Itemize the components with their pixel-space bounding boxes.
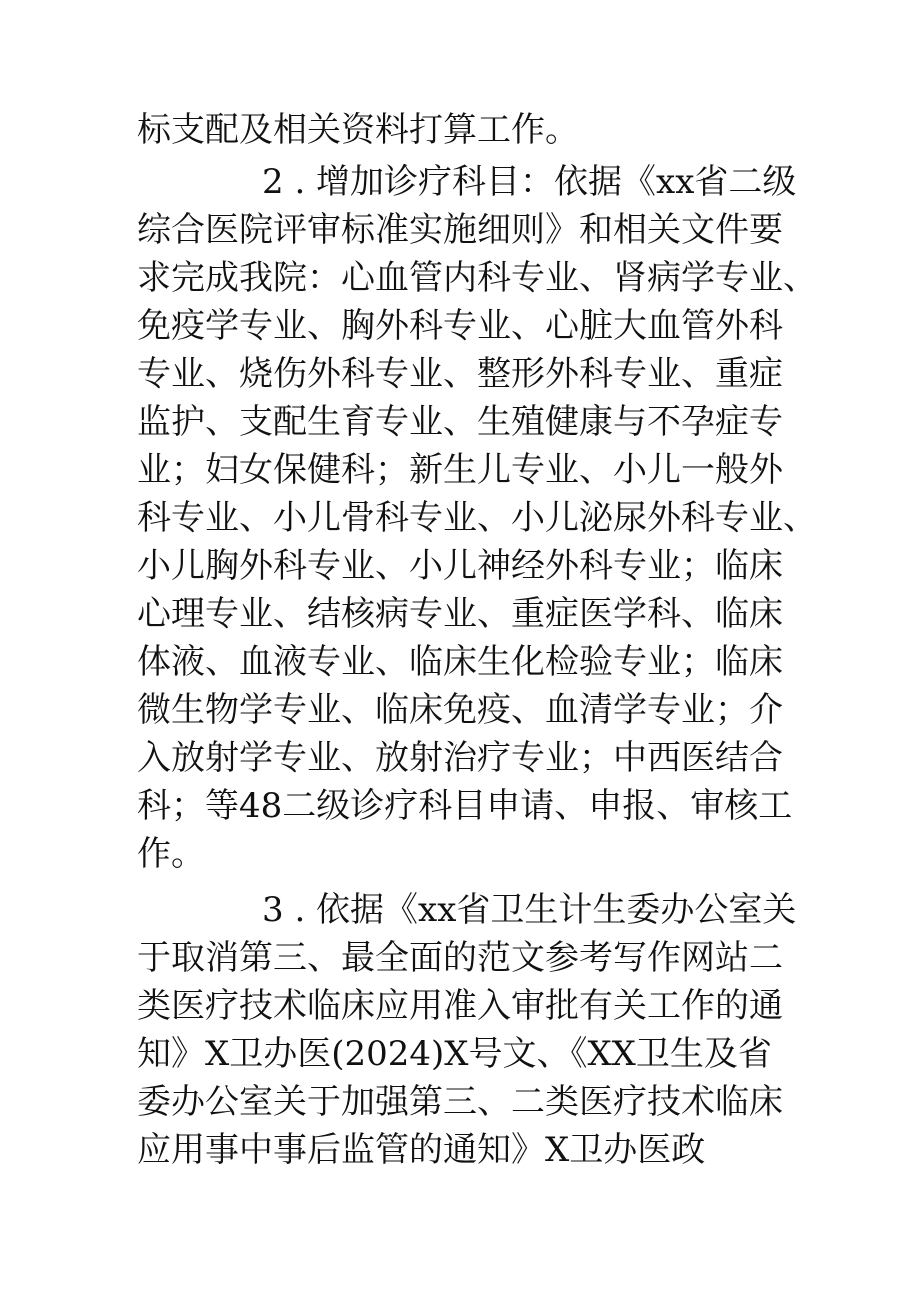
text-line: 2 . 增加诊疗科目：依据《xx省二级 — [262, 162, 797, 202]
text-line: 于取消第三、最全面的范文参考写作网站二 — [137, 938, 783, 978]
text-line: 体液、血液专业、临床生化检验专业；临床 — [137, 642, 783, 682]
text-line: 知》X卫办医(2024)X号文、《XX卫生及省 — [137, 1034, 772, 1074]
text-line: 微生物学专业、临床免疫、血清学专业；介 — [137, 690, 783, 730]
text-line: 专业、烧伤外科专业、整形外科专业、重症 — [137, 354, 783, 394]
text-line: 作。 — [137, 834, 205, 874]
text-line: 入放射学专业、放射治疗专业；中西医结合 — [137, 738, 783, 778]
text-line: 标支配及相关资料打算工作。 — [137, 110, 579, 150]
text-line: 监护、支配生育专业、生殖健康与不孕症专 — [137, 402, 783, 442]
text-line: 小儿胸外科专业、小儿神经外科专业；临床 — [137, 546, 783, 586]
text-line: 综合医院评审标准实施细则》和相关文件要 — [137, 210, 783, 250]
text-line: 科专业、小儿骨科专业、小儿泌尿外科专业、 — [137, 498, 817, 538]
text-line: 委办公室关于加强第三、二类医疗技术临床 — [137, 1082, 783, 1122]
text-line: 3 . 依据《xx省卫生计生委办公室关 — [262, 890, 797, 930]
text-line: 免疫学专业、胸外科专业、心脏大血管外科 — [137, 306, 783, 346]
text-line: 心理专业、结核病专业、重症医学科、临床 — [137, 594, 783, 634]
text-line: 业；妇女保健科；新生儿专业、小儿一般外 — [137, 450, 783, 490]
text-line: 类医疗技术临床应用准入审批有关工作的通 — [137, 986, 783, 1026]
text-line: 科；等48二级诊疗科目申请、申报、审核工 — [137, 786, 793, 826]
text-line: 应用事中事后监管的通知》X卫办医政 — [137, 1130, 706, 1170]
text-line: 求完成我院：心血管内科专业、肾病学专业、 — [137, 258, 817, 298]
